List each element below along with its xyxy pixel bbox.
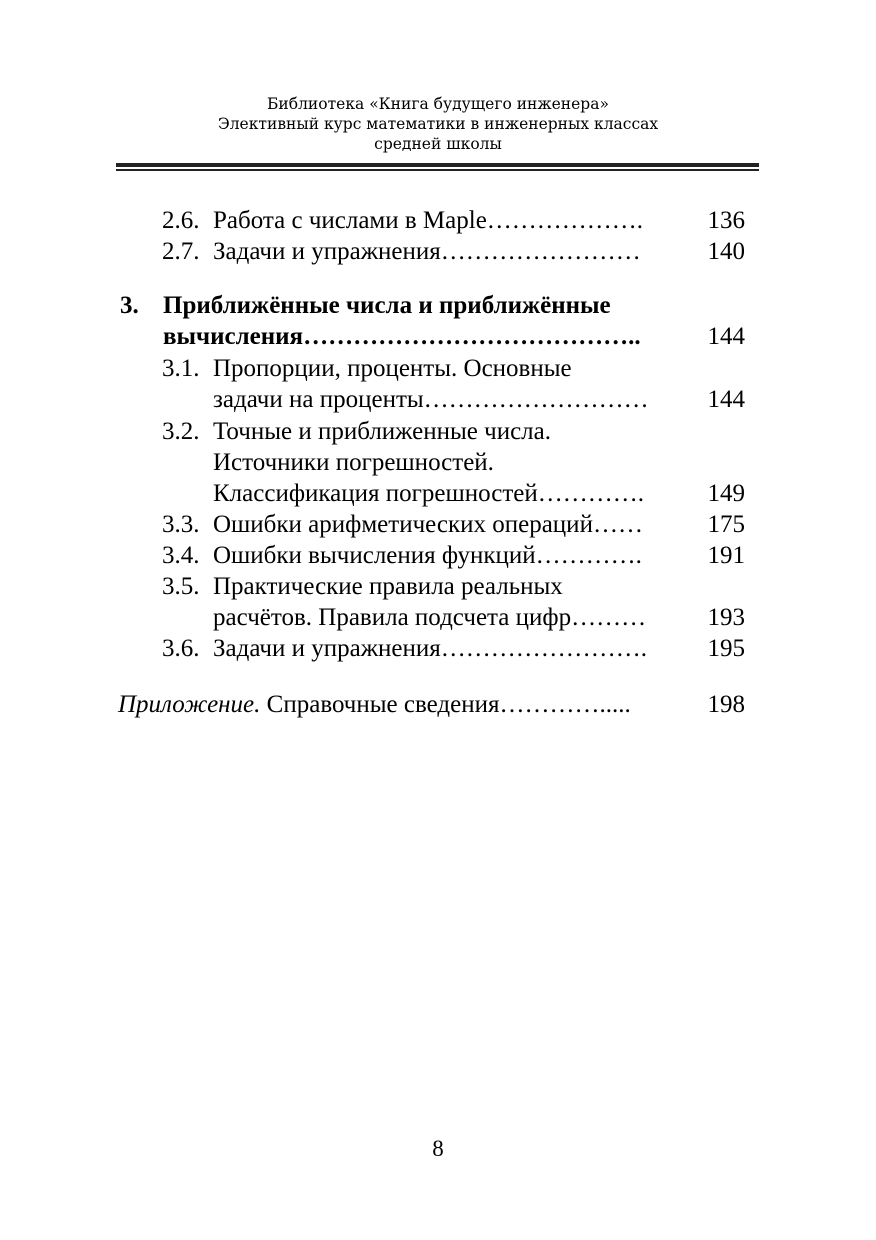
toc-entry-3-6[interactable] bbox=[0, 633, 876, 664]
toc-entry-number: 3.5. bbox=[162, 573, 200, 600]
toc-entry-number: 3.3. bbox=[162, 511, 200, 538]
header-rule-thick bbox=[116, 163, 759, 167]
toc-entry-page: 191 bbox=[707, 542, 745, 569]
toc-appendix[interactable] bbox=[0, 689, 876, 720]
toc-entry-3-2[interactable] bbox=[0, 416, 876, 447]
toc-entry-title: Работа с числами в Maple………………. bbox=[213, 207, 644, 234]
toc-section-title: Приближённые числа и приближённые bbox=[163, 292, 611, 319]
toc-section-3-cont[interactable] bbox=[0, 321, 876, 352]
toc-entry-2-6[interactable] bbox=[0, 205, 876, 236]
running-header bbox=[0, 94, 876, 154]
toc-entry-page: 136 bbox=[707, 207, 745, 234]
toc-entry-3-1-cont[interactable] bbox=[0, 384, 876, 415]
toc-entry-page: 195 bbox=[707, 635, 745, 662]
page-number: 8 bbox=[432, 1136, 444, 1161]
toc-entry-page: 198 bbox=[707, 691, 745, 718]
header-line-2: Элективный курс математики в инженерных классах bbox=[217, 115, 659, 133]
toc-entry-title-cont: задачи на проценты……………………… bbox=[213, 386, 649, 413]
toc-entry-3-1[interactable] bbox=[0, 353, 876, 384]
toc-entry-title: Пропорции, проценты. Основные bbox=[213, 355, 572, 382]
toc-entry-page: 140 bbox=[707, 238, 745, 265]
header-rule-thin bbox=[116, 169, 759, 171]
toc-entry-title: Задачи и упражнения……………………. bbox=[213, 635, 647, 662]
toc-entry-page: 144 bbox=[707, 323, 745, 350]
toc-entry-3-2-cont-2[interactable] bbox=[0, 478, 876, 509]
toc-entry-3-5-cont[interactable] bbox=[0, 602, 876, 633]
toc-appendix-title: Справочные сведения…………..... bbox=[266, 691, 631, 718]
toc-section-number: 3. bbox=[120, 292, 139, 319]
toc-section-3[interactable] bbox=[0, 290, 876, 321]
toc-entry-3-5[interactable] bbox=[0, 571, 876, 602]
toc-entry-page: 193 bbox=[707, 604, 745, 631]
toc-entry-3-3[interactable] bbox=[0, 509, 876, 540]
toc-appendix-label-text: Приложение. bbox=[118, 691, 261, 718]
toc-entry-title: Точные и приближенные числа. bbox=[213, 418, 551, 445]
toc-entry-title: Ошибки арифметических операций…… bbox=[213, 511, 643, 538]
toc-entry-number: 3.6. bbox=[162, 635, 200, 662]
toc-entry-number: 2.6. bbox=[162, 207, 200, 234]
toc-entry-page: 149 bbox=[707, 480, 745, 507]
toc-entry-page: 144 bbox=[707, 386, 745, 413]
toc-entry-number: 3.1. bbox=[162, 355, 200, 382]
toc-entry-number: 3.2. bbox=[162, 418, 200, 445]
toc-appendix-label bbox=[118, 689, 631, 720]
toc-entry-title: Задачи и упражнения…………………… bbox=[213, 238, 641, 265]
toc-entry-3-4[interactable] bbox=[0, 540, 876, 571]
toc-entry-3-2-cont[interactable] bbox=[0, 447, 876, 478]
toc-entry-title-cont: расчётов. Правила подсчета цифр……… bbox=[213, 604, 647, 631]
toc-entry-page: 175 bbox=[707, 511, 745, 538]
toc-entry-title: Практические правила реальных bbox=[213, 573, 563, 600]
toc-entry-title: Ошибки вычисления функций…………. bbox=[213, 542, 642, 569]
header-line-1: Библиотека «Книга будущего инженера» bbox=[267, 95, 609, 113]
toc-entry-title-cont: Источники погрешностей. bbox=[213, 449, 494, 476]
toc-section-title-cont: вычисления………………………………….. bbox=[163, 323, 641, 350]
header-line-3: средней школы bbox=[374, 135, 502, 153]
toc-entry-2-7[interactable] bbox=[0, 236, 876, 267]
toc-entry-number: 3.4. bbox=[162, 542, 200, 569]
toc-entry-title-cont: Классификация погрешностей…………. bbox=[213, 480, 644, 507]
toc-entry-number: 2.7. bbox=[162, 238, 200, 265]
